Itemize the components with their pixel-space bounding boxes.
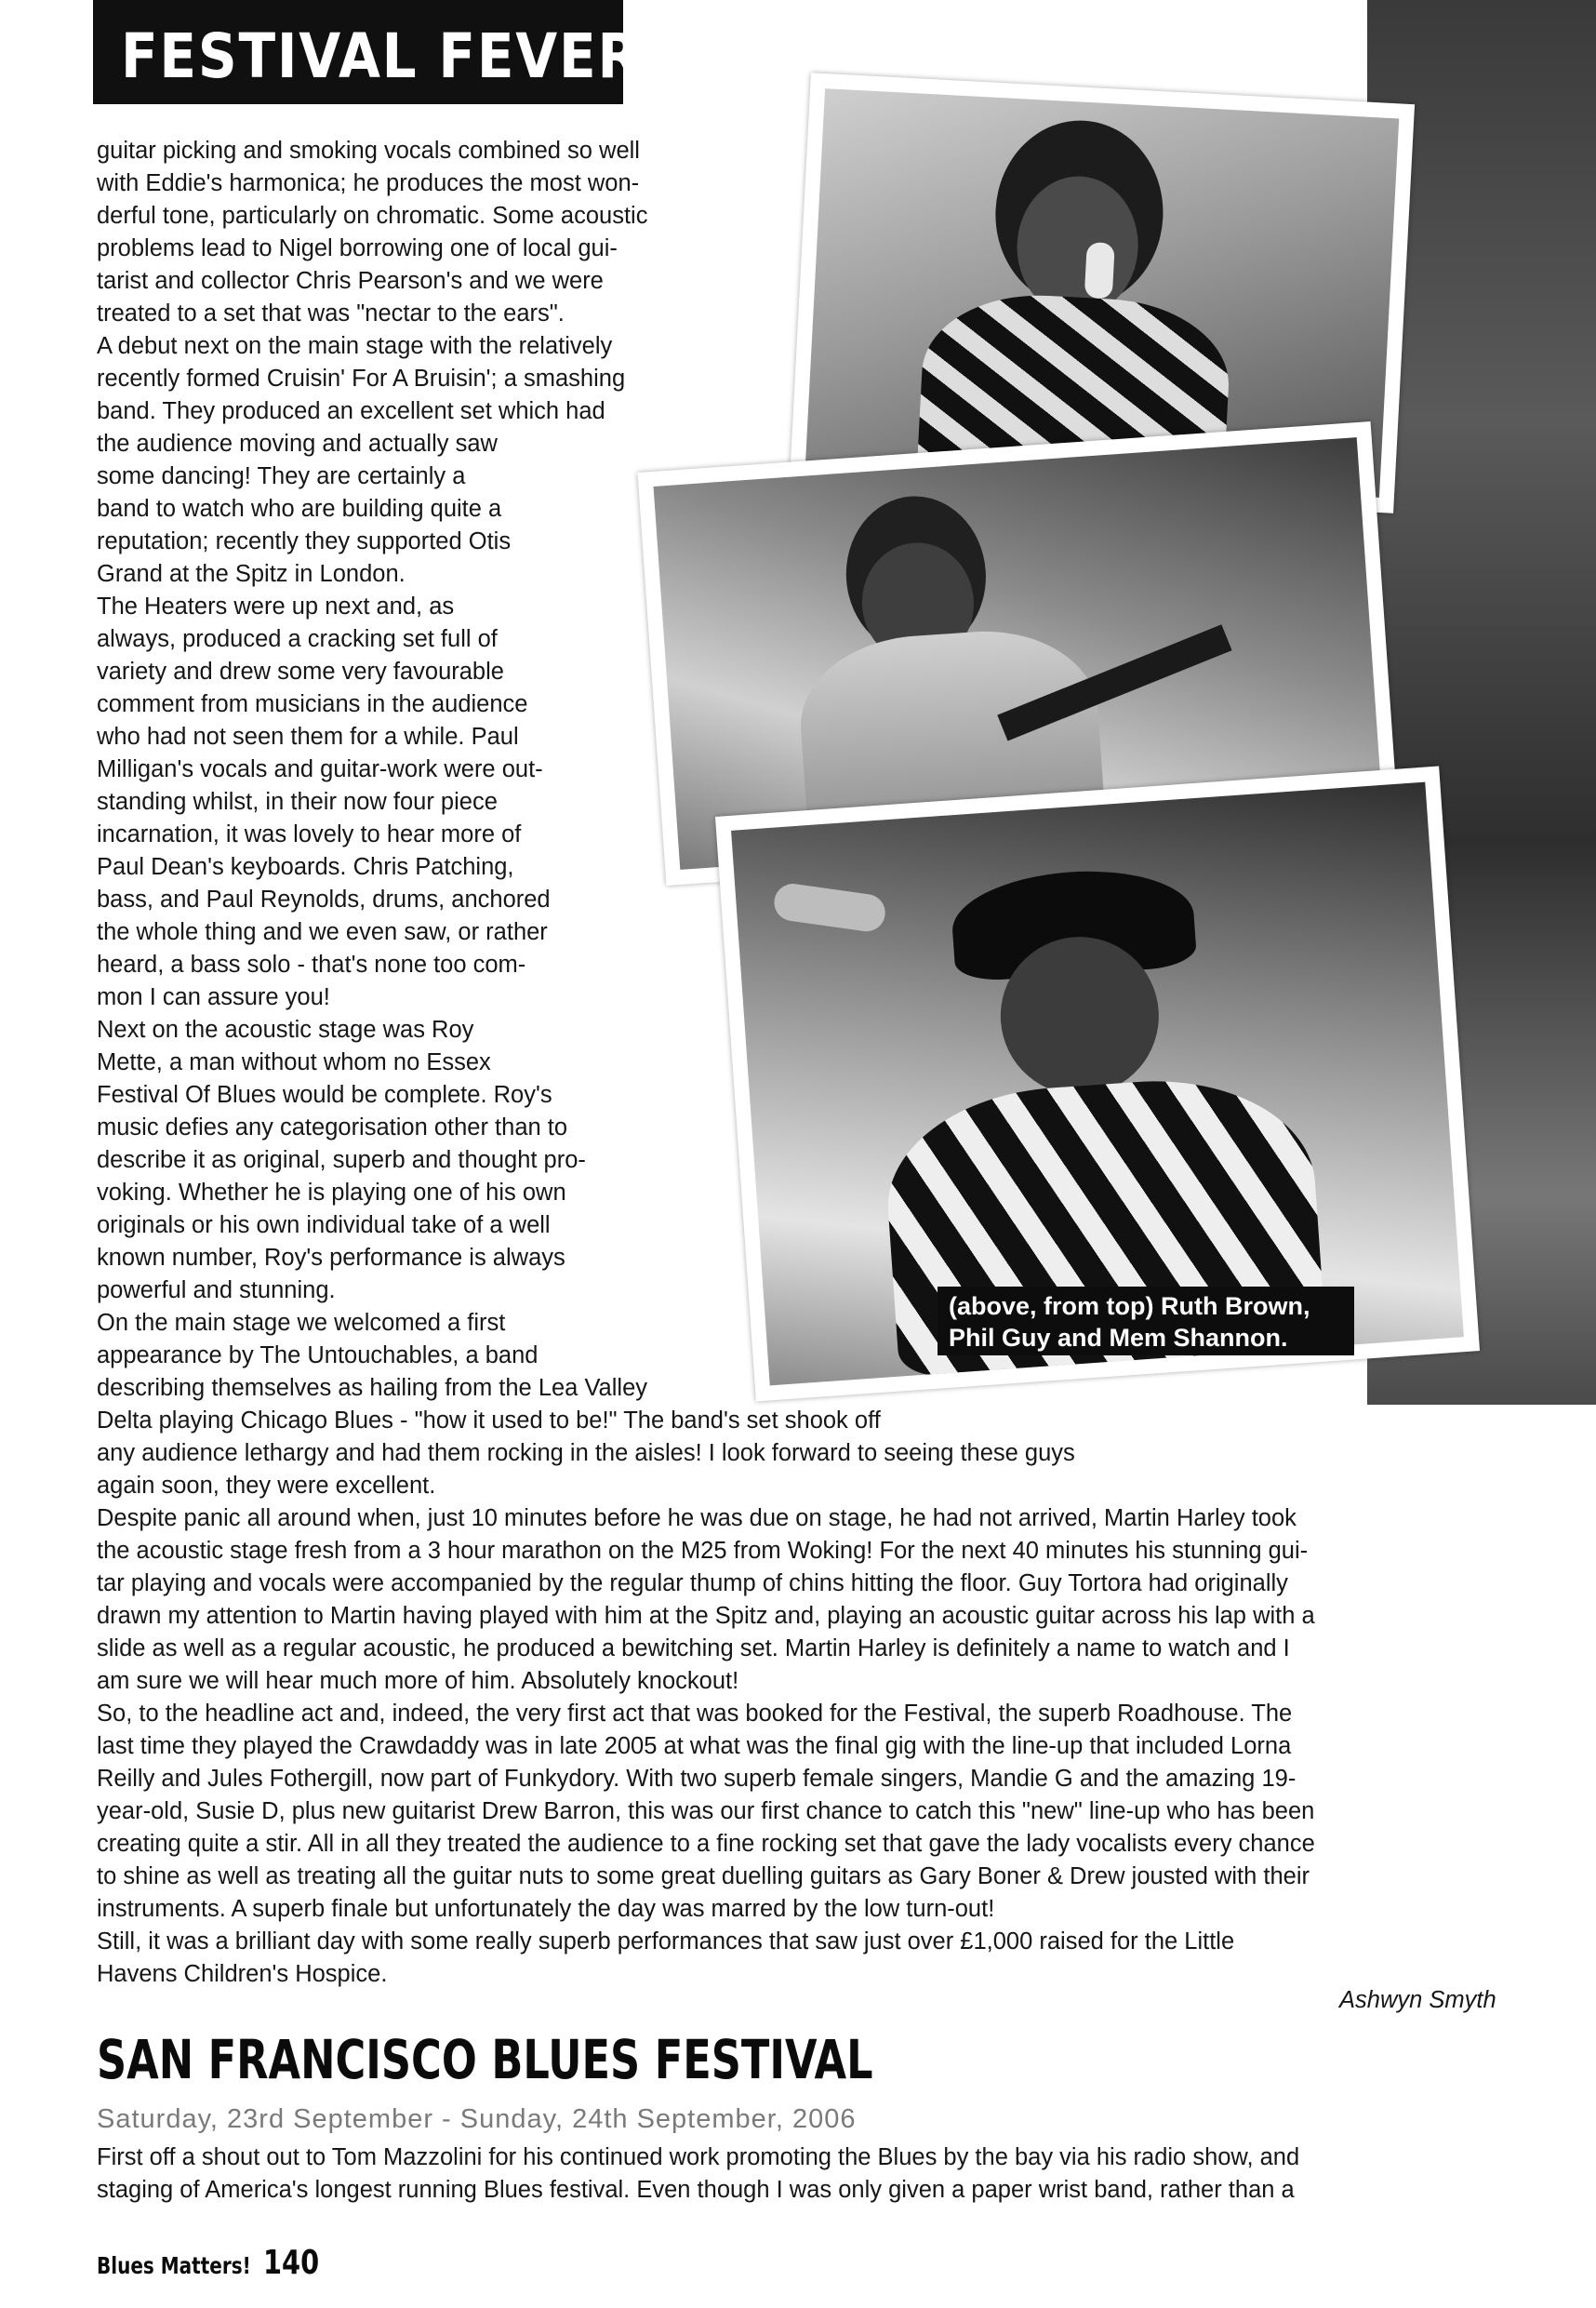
body-line: originals or his own individual take of a well: [97, 1212, 551, 1238]
body-line: appearance by The Untouchables, a band: [97, 1342, 539, 1368]
page-number: 140: [262, 2244, 319, 2282]
body-line: First off a shout out to Tom Mazzolini for his continued work promoting the Blues by the bay via his radio show, and: [97, 2144, 1300, 2170]
body-line: who had not seen them for a while. Paul: [97, 724, 519, 750]
body-line: Still, it was a brilliant day with some really superb performances that saw just over £1,000 raised for the Little: [97, 1928, 1235, 1954]
body-line: variety and drew some very favourable: [97, 659, 504, 685]
body-line: some dancing! They are certainly a: [97, 463, 466, 489]
body-line: the acoustic stage fresh from a 3 hour marathon on the M25 from Woking! For the next 40 minutes his stunning gui-: [97, 1538, 1309, 1564]
article-dates: Saturday, 23rd September - Sunday, 24th September, 2006: [97, 2104, 857, 2134]
body-line: tarist and collector Chris Pearson's and we were: [97, 268, 604, 294]
body-line: powerful and stunning.: [97, 1277, 336, 1303]
magazine-name: Blues Matters!: [97, 2252, 251, 2279]
body-line: problems lead to Nigel borrowing one of local gui-: [97, 235, 618, 261]
body-line: again soon, they were excellent.: [97, 1473, 436, 1499]
body-line: describe it as original, superb and thought pro-: [97, 1147, 586, 1173]
body-line: slide as well as a regular acoustic, he produced a bewitching set. Martin Harley is definitely a name to watch and I: [97, 1635, 1290, 1661]
page-footer: [97, 2244, 333, 2282]
body-line: A debut next on the main stage with the relatively: [97, 333, 613, 359]
author-byline: Ashwyn Smyth: [1339, 1987, 1496, 2013]
body-line: with Eddie's harmonica; he produces the most won-: [97, 170, 640, 196]
caption-line: Phil Guy and Mem Shannon.: [949, 1324, 1288, 1352]
body-line: creating quite a stir. All in all they treated the audience to a fine rocking set that gave the lady vocalists every chance: [97, 1831, 1315, 1857]
body-line: Reilly and Jules Fothergill, now part of Funkydory. With two superb female singers, Mandie G and the amazing 19-: [97, 1766, 1297, 1792]
body-line: year-old, Susie D, plus new guitarist Drew Barron, this was our first chance to catch this "new" line-up who has been: [97, 1798, 1315, 1824]
body-line: reputation; recently they supported Otis: [97, 528, 512, 554]
section-header: [93, 0, 641, 104]
body-line: Despite panic all around when, just 10 minutes before he was due on stage, he had not arrived, Martin Harley took: [97, 1505, 1297, 1531]
body-line: instruments. A superb finale but unfortunately the day was marred by the low turn-out!: [97, 1896, 995, 1922]
body-line: heard, a bass solo - that's none too com-: [97, 952, 526, 978]
body-line: standing whilst, in their now four piece: [97, 789, 498, 815]
body-line: Havens Children's Hospice.: [97, 1961, 388, 1987]
body-line: any audience lethargy and had them rocking in the aisles! I look forward to seeing these guys: [97, 1440, 1075, 1466]
body-line: known number, Roy's performance is always: [97, 1245, 565, 1271]
body-line: recently formed Cruisin' For A Bruisin'; a smashing: [97, 366, 626, 392]
body-line: the whole thing and we even saw, or rather: [97, 919, 548, 945]
body-line: always, produced a cracking set full of: [97, 626, 498, 652]
body-line: Grand at the Spitz in London.: [97, 561, 406, 587]
body-line: treated to a set that was "nectar to the ears".: [97, 300, 565, 327]
body-line: the audience moving and actually saw: [97, 431, 498, 457]
body-line: Festival Of Blues would be complete. Roy's: [97, 1082, 552, 1108]
body-line: incarnation, it was lovely to hear more of: [97, 821, 522, 847]
body-line: mon I can assure you!: [97, 984, 330, 1010]
caption-line: (above, from top) Ruth Brown,: [949, 1292, 1310, 1320]
body-line: am sure we will hear much more of him. Absolutely knockout!: [97, 1668, 739, 1694]
body-line: bass, and Paul Reynolds, drums, anchored: [97, 887, 551, 913]
body-line: So, to the headline act and, indeed, the very first act that was booked for the Festival, the superb Roadhouse. The: [97, 1701, 1293, 1727]
body-line: Next on the acoustic stage was Roy: [97, 1017, 474, 1043]
article-title: SAN FRANCISCO BLUES FESTIVAL: [97, 2028, 873, 2091]
body-line: last time they played the Crawdaddy was in late 2005 at what was the final gig with the line-up that included Lorna: [97, 1733, 1292, 1759]
body-line: On the main stage we welcomed a first: [97, 1310, 506, 1336]
body-line: The Heaters were up next and, as: [97, 594, 455, 620]
body-line: Mette, a man without whom no Essex: [97, 1049, 491, 1075]
body-line: comment from musicians in the audience: [97, 691, 528, 717]
body-line: band. They produced an excellent set which had: [97, 398, 605, 424]
body-line: drawn my attention to Martin having played with him at the Spitz and, playing an acoustic guitar across his lap with a: [97, 1603, 1315, 1629]
microphone-icon: [1084, 242, 1115, 299]
body-line: music defies any categorisation other than to: [97, 1114, 568, 1141]
body-line: band to watch who are building quite a: [97, 496, 502, 522]
body-line: staging of America's longest running Blues festival. Even though I was only given a paper wrist band, rather than a: [97, 2177, 1295, 2203]
body-line: describing themselves as hailing from the Lea Valley: [97, 1375, 648, 1401]
body-line: Delta playing Chicago Blues - "how it used to be!" The band's set shook off: [97, 1407, 881, 1434]
photo-caption: [938, 1287, 1354, 1355]
microphone-icon: [772, 881, 887, 933]
body-line: tar playing and vocals were accompanied by the regular thump of chins hitting the floor. Guy Tortora had originally: [97, 1570, 1288, 1596]
body-line: to shine as well as treating all the guitar nuts to some great duelling guitars as Gary Boner & Drew jousted with their: [97, 1863, 1310, 1889]
body-line: Milligan's vocals and guitar-work were out-: [97, 756, 543, 782]
body-line: guitar picking and smoking vocals combined so well: [97, 138, 640, 164]
body-line: derful tone, particularly on chromatic. Some acoustic: [97, 203, 648, 229]
body-line: Paul Dean's keyboards. Chris Patching,: [97, 854, 514, 880]
section-title: FESTIVAL FEVER: [121, 20, 641, 92]
body-line: voking. Whether he is playing one of his own: [97, 1180, 566, 1206]
